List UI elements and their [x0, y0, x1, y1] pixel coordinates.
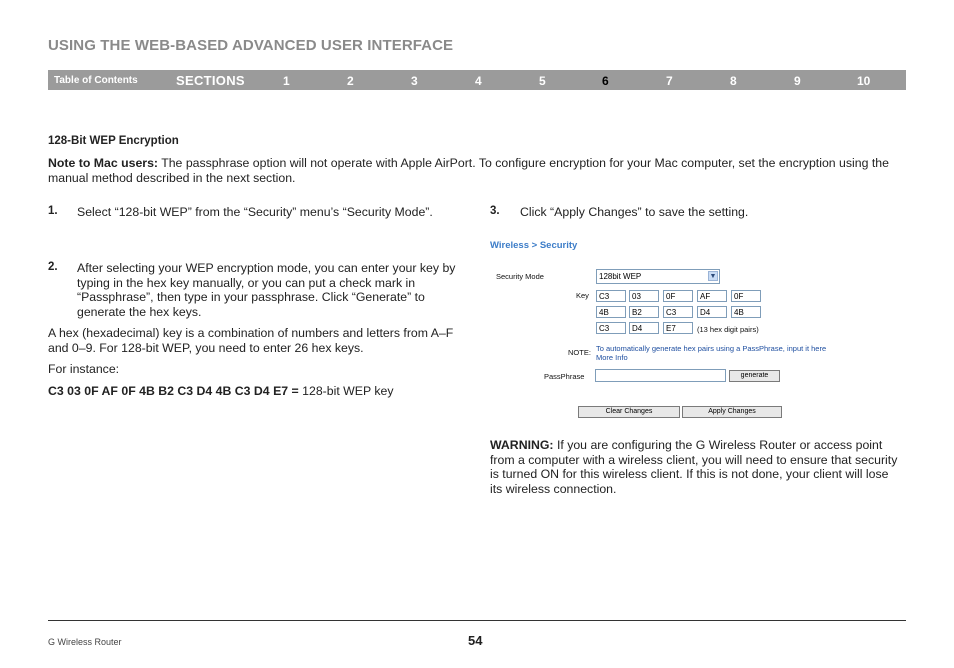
key-field[interactable]: 0F [731, 290, 761, 302]
section-nav-bar [48, 70, 906, 90]
security-mode-label: Security Mode [496, 272, 544, 281]
section-link-5[interactable]: 5 [539, 74, 546, 88]
example-key [48, 384, 394, 399]
warning-text: If you are configuring the G Wireless Router or access point from a computer with a wireless client, you will need to ensure that security is turned ON for this wireless client. If this is not done, your client will lose its wireless connection. [490, 438, 898, 496]
more-info-link[interactable]: More Info [596, 353, 628, 362]
step-3-text: Click “Apply Changes” to save the setting. [520, 205, 749, 219]
table-of-contents-link[interactable]: Table of Contents [54, 75, 138, 86]
chevron-down-icon[interactable]: ▼ [709, 273, 717, 280]
key-label: Key [576, 291, 589, 300]
mac-note-text: The passphrase option will not operate with Apple AirPort. To configure encryption for your Mac computer, set the encryption using the manual method described in the next section. [48, 156, 889, 185]
key-field[interactable]: C3 [596, 322, 626, 334]
page-header-title: USING THE WEB-BASED ADVANCED USER INTERFACE [48, 37, 454, 54]
mac-note-label: Note to Mac users: [48, 156, 159, 170]
footer-divider [48, 620, 906, 621]
footer-product-name: G Wireless Router [48, 637, 122, 647]
sections-label: SECTIONS [176, 73, 245, 88]
for-instance-label: For instance: [48, 362, 120, 376]
section-link-9[interactable]: 9 [794, 74, 801, 88]
section-link-2[interactable]: 2 [347, 74, 354, 88]
key-field[interactable]: 4B [731, 306, 761, 318]
router-security-screenshot [490, 238, 890, 428]
step-1-number: 1. [48, 205, 58, 217]
passphrase-note: To automatically generate hex pairs using a PassPhrase, input it here [596, 344, 827, 353]
key-field[interactable]: D4 [697, 306, 727, 318]
apply-changes-button[interactable]: Apply Changes [682, 406, 782, 418]
security-mode-value: 128bit WEP [599, 272, 642, 281]
section-link-8[interactable]: 8 [730, 74, 737, 88]
key-field[interactable]: B2 [629, 306, 659, 318]
key-field[interactable]: C3 [596, 290, 626, 302]
passphrase-label: PassPhrase [544, 372, 585, 381]
warning-paragraph [490, 438, 902, 496]
note-label: NOTE: [568, 348, 591, 357]
breadcrumb: Wireless > Security [490, 240, 578, 251]
key-field[interactable]: 03 [629, 290, 659, 302]
key-field[interactable]: E7 [663, 322, 693, 334]
generate-button[interactable]: generate [729, 370, 780, 382]
security-mode-select[interactable] [596, 269, 720, 284]
section-link-10[interactable]: 10 [857, 74, 871, 88]
step-2-text: After selecting your WEP encryption mode, you can enter your key by typing in the hex key manually, or you can put a check mark in “Passphrase”, then type in your passphrase. Click “Generate” to generate the hex keys. [77, 261, 456, 319]
section-link-4[interactable]: 4 [475, 74, 482, 88]
section-link-7[interactable]: 7 [666, 74, 673, 88]
passphrase-input[interactable] [595, 369, 726, 382]
section-link-6[interactable]: 6 [602, 74, 609, 88]
step-3-number: 3. [490, 205, 500, 217]
key-field[interactable]: 0F [663, 290, 693, 302]
hex-key-paragraph: A hex (hexadecimal) key is a combination of numbers and letters from A–F and 0–9. For 128-bit WEP, you need to enter 26 hex keys. [48, 326, 454, 355]
step-1-text: Select “128-bit WEP” from the “Security” menu’s “Security Mode”. [77, 205, 433, 219]
warning-label: WARNING: [490, 438, 554, 452]
clear-changes-button[interactable]: Clear Changes [578, 406, 680, 418]
section-heading: 128-Bit WEP Encryption [48, 135, 179, 147]
section-link-1[interactable]: 1 [283, 74, 290, 88]
section-link-3[interactable]: 3 [411, 74, 418, 88]
hex-pairs-hint: (13 hex digit pairs) [697, 325, 759, 334]
step-2-number: 2. [48, 261, 58, 273]
key-field[interactable]: D4 [629, 322, 659, 334]
mac-note [48, 156, 898, 185]
example-key-value: C3 03 0F AF 0F 4B B2 C3 D4 4B C3 D4 E7 = [48, 384, 299, 398]
example-key-description: 128-bit WEP key [298, 384, 394, 398]
key-field[interactable]: 4B [596, 306, 626, 318]
page-number: 54 [468, 633, 483, 648]
key-field[interactable]: AF [697, 290, 727, 302]
key-field[interactable]: C3 [663, 306, 693, 318]
